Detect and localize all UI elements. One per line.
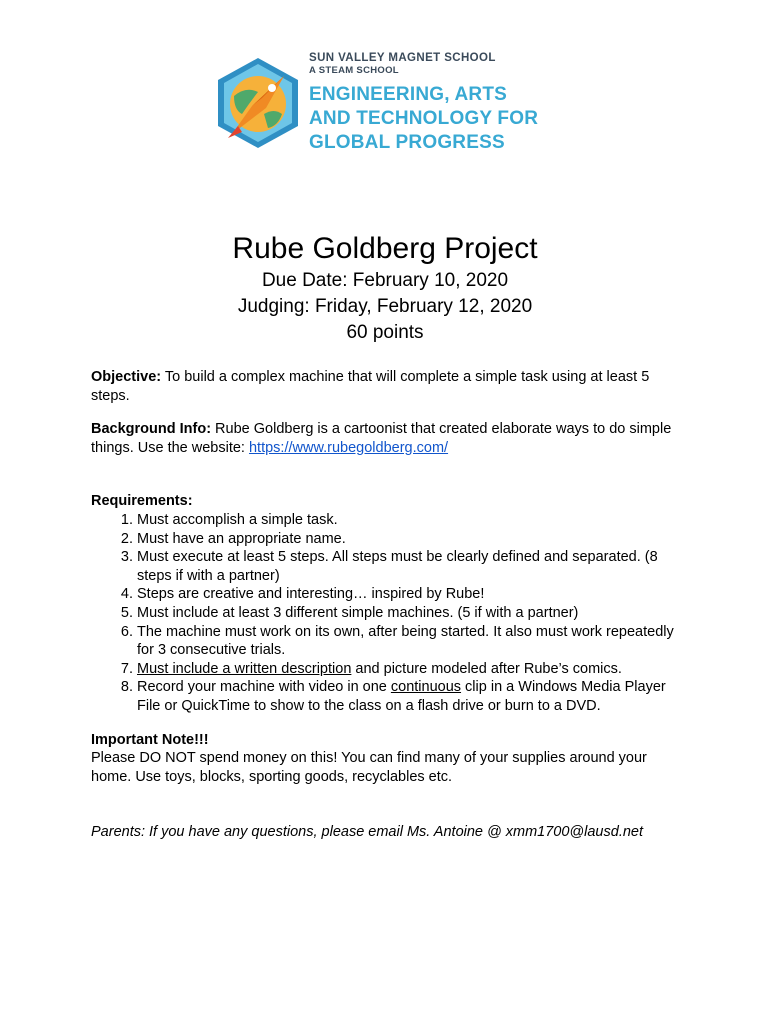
page-title: Rube Goldberg Project: [232, 232, 538, 265]
item8-a: Record your machine with video in one: [137, 679, 391, 696]
points: 60 points: [346, 322, 424, 343]
parents-contact: Parents: If you have any questions, please email Ms. Antoine @ xmm1700@lausd.net: [91, 824, 643, 841]
requirements-list: [91, 511, 691, 716]
continuous-underlined: continuous: [390, 679, 462, 696]
note-label: Important Note!!!: [91, 731, 209, 748]
list-item: 4. Steps are creative and interesting… inspired by Rube!: [137, 585, 691, 604]
list-item: 2. Must have an appropriate name.: [137, 530, 691, 549]
judging-date: Judging: Friday, February 12, 2020: [237, 296, 533, 317]
logo-school-name: SUN VALLEY MAGNET SCHOOL: [309, 52, 496, 64]
logo-tagline-line: GLOBAL PROGRESS: [309, 132, 505, 153]
document-body: [91, 368, 691, 842]
objective-label: Objective:: [91, 369, 162, 385]
logo-tagline-line: ENGINEERING, ARTS: [309, 84, 507, 105]
item8-b: clip in a Windows Media Player File or QuickTime to show to the class on a flash drive or burn to a DVD.: [137, 679, 666, 714]
list-item: 5. Must include at least 3 different simple machines. (5 if with a partner): [137, 604, 691, 623]
objective-paragraph: [91, 368, 691, 405]
school-logo: [212, 52, 572, 156]
background-label: Background Info:: [91, 421, 212, 438]
logo-tagline: [309, 83, 538, 155]
title-block: [0, 230, 770, 346]
requirements-heading: [91, 492, 691, 511]
important-note-text: Please DO NOT spend money on this! You can find many of your supplies around your home. Use toys, blocks, sporting goods, recyclables etc.: [91, 750, 647, 785]
list-item: 3. Must execute at least 5 steps. All steps must be clearly defined and separated. (8 steps if with a partner): [137, 548, 691, 585]
rubegoldberg-link[interactable]: https://www.rubegoldberg.com/: [248, 439, 449, 456]
background-paragraph: [91, 420, 691, 457]
requirements-label: Requirements:: [91, 493, 193, 510]
due-date: Due Date: February 10, 2020: [261, 270, 509, 291]
item7-rest: and picture modeled after Rube’s comics.: [351, 660, 622, 677]
written-description-underlined: Must include a written description: [137, 660, 352, 677]
list-item: 1. Must accomplish a simple task.: [137, 511, 691, 530]
list-item: [137, 660, 691, 679]
important-note-heading: [91, 731, 691, 750]
logo-subtitle: A STEAM SCHOOL: [309, 65, 399, 76]
rocket-globe-icon: [212, 56, 304, 150]
background-text: Rube Goldberg is a cartoonist that created elaborate ways to do simple things. Use the website:: [91, 421, 672, 456]
list-item: [137, 678, 691, 715]
logo-tagline-line: AND TECHNOLOGY FOR: [309, 108, 539, 129]
list-item: 6. The machine must work on its own, after being started. It also must work repeatedly for 3 consecutive trials.: [137, 623, 691, 660]
objective-text: To build a complex machine that will complete a simple task using at least 5 steps.: [91, 369, 650, 404]
